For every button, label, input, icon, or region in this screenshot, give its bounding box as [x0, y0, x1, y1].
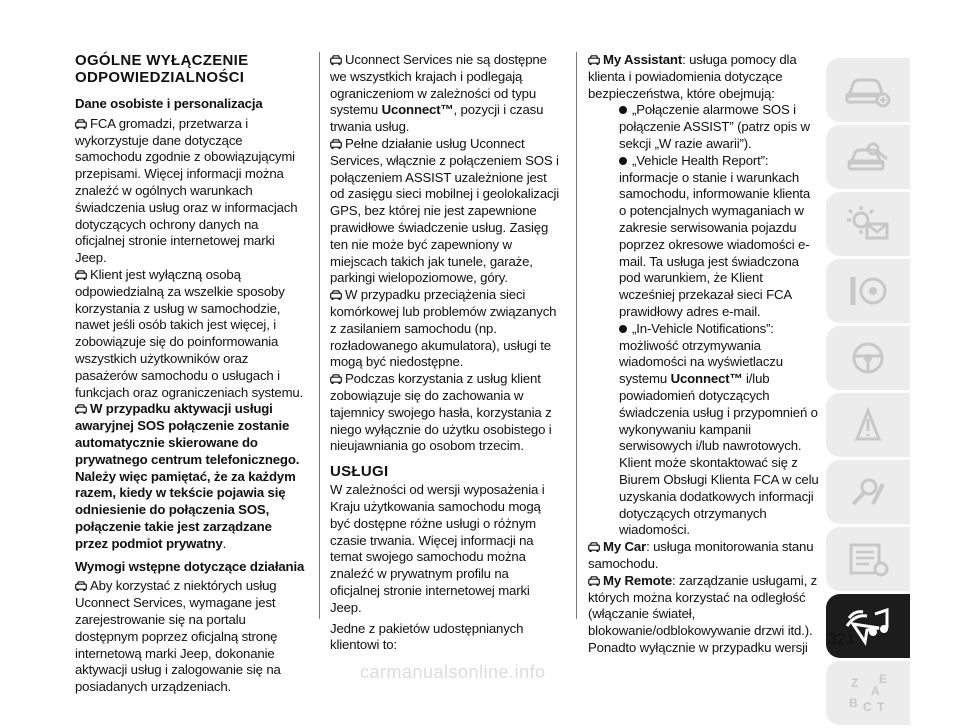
paragraph	[75, 578, 305, 696]
paragraph-text: Pełne działanie usług Uconnect Services, włącznie z połączeniem SOS i połączeniem ASSIST uzależnione jest od zasięgu sieci mobilnej i geolokalizacji GPS, bez której nie jest zapewnione prawidłowe świadczenie usług. Zasięg ten nie może być zapewniony w miejscach takich jak tunele, garaże, parkingi wielopoziomowe, góry.	[330, 135, 560, 286]
paragraph-bold-text: W przypadku aktywacji usługi awaryjnej SOS połączenie zostanie automatycznie skierowane do prywatnego centrum telefonicznego. Należy więc pamiętać, że za każdym razem, kiedy w tekście pojawia się odniesienie do połączenia SOS, połączenie takie jest zarządzane przez podmiot prywatny	[75, 401, 300, 551]
car-bullet-icon	[330, 139, 342, 149]
list-item	[588, 153, 820, 321]
car-bullet-icon	[75, 404, 87, 414]
tab-emergency[interactable]	[826, 393, 910, 457]
car-bullet-icon	[330, 290, 342, 300]
list-item-text: „Vehicle Health Report”: informacje o stanie i warunkach samochodu, informowanie klienta o potencjalnych wymaganiach w zakresie serwisowania pojazdu poprzez okresowe wiadomości e-mail. Ta usługa jest świadczona pod warunkiem, że Klient wcześniej przekazał sieci FCA prawidłowy adres e-mail.	[619, 152, 811, 319]
page-number: 321	[828, 631, 855, 648]
paragraph-text: , pozycji i czasu trwania usług.	[330, 102, 544, 135]
tab-safety[interactable]	[826, 259, 910, 323]
section-title-line-2: ODPOWIEDZIALNOŚCI	[75, 69, 245, 86]
car-bullet-icon	[330, 374, 342, 384]
list-item	[588, 321, 820, 455]
list-item-bold-text: Uconnect™	[670, 371, 743, 387]
section-title-line-1: OGÓLNE WYŁĄCZENIE	[75, 52, 249, 69]
paragraph	[330, 52, 562, 136]
bullet-dot-icon	[619, 106, 627, 114]
chapter-tabs	[826, 58, 910, 728]
paragraph-text: Klient jest wyłączną osobą odpowiedzialną za wszelkie sposoby korzystania z usług w samochodzie, nawet jeśli osób takich jest więcej, i zobowiązuje się do poinformowania wszystkich użytkowników oraz pasażerów samochodu o usługach i funkcjach oraz ograniczeniach systemu.	[75, 266, 304, 400]
tab-technical-data[interactable]	[826, 527, 910, 591]
paragraph	[75, 267, 305, 401]
svg-text:B: B	[849, 696, 858, 710]
car-bullet-icon	[75, 119, 87, 129]
paragraph-text: Aby korzystać z niektórych usług Uconnect Services, wymagane jest zarejestrowanie się na portalu dostępnym poprzez oficjalną stronę internetową marki Jeep, dokonanie aktywacji usług i zalogowanie się na posiadanych urządzeniach.	[75, 578, 281, 695]
car-bullet-icon	[588, 55, 600, 65]
car-bullet-icon	[75, 270, 87, 280]
bullet-dot-icon	[619, 157, 627, 165]
svg-text:T: T	[877, 700, 885, 714]
airbag-steering-icon	[843, 271, 893, 311]
paragraph-my-car	[588, 539, 820, 573]
paragraph-text: : usługa pomocy dla klienta i powiadomienia dotyczące bezpieczeństwa, które obejmują:	[588, 52, 797, 101]
paragraph: Jedne z pakietów udostępnianych klientowi to:	[330, 620, 524, 653]
car-bullet-icon	[588, 576, 600, 586]
paragraph-text: : zarządzanie usługami, z których można korzystać na odległość (włączanie świateł, blokowanie/odblokowywanie drzwi itd.). Ponadto wyłącznie w przypadku wersji	[588, 572, 818, 655]
service-name: My Assistant	[603, 52, 683, 67]
list-item-text: „Połączenie alarmowe SOS i połączenie ASSIST” (patrz opis w sekcji „W razie awarii”).	[619, 102, 810, 151]
service-name: My Remote	[603, 572, 672, 588]
paragraph-warning	[75, 401, 305, 552]
service-tools-icon	[843, 472, 893, 512]
subheading-requirements: Wymogi wstępne dotyczące działania	[75, 558, 305, 574]
subheading-personal-data: Dane osobiste i personalizacja	[75, 96, 263, 111]
paragraph-text: Podczas korzystania z usług klient zobowiązuje się do zachowania w tajemnicy swojego hasła, korzystania z niego wyłącznie do użytku osobistego i nieujawniania go osobom trzecim.	[330, 371, 552, 454]
paragraph-text: .	[222, 535, 227, 551]
tab-dashboard[interactable]	[826, 125, 910, 189]
list-item	[588, 102, 820, 152]
paragraph: W zależności od wersji wyposażenia i Kraju użytkowania samochodu mogą być dostępne różne usługi o różnym czasie trwania. Więcej informacji na temat swojego samochodu można znaleźć w prywatnym profilu na oficjalnej stronie internetowej marki Jeep.	[330, 482, 545, 615]
paragraph-bold-text: Uconnect™	[381, 102, 454, 118]
tab-index[interactable]	[826, 661, 910, 725]
car-outline-icon	[843, 70, 893, 110]
bullet-dot-icon	[619, 325, 627, 333]
column-2	[330, 52, 562, 654]
paragraph	[330, 287, 562, 371]
steering-wheel-icon	[843, 338, 893, 378]
light-envelope-icon	[843, 204, 893, 244]
car-bullet-icon	[588, 542, 600, 552]
paragraph	[75, 116, 305, 267]
tab-maintenance[interactable]	[826, 460, 910, 524]
alphabet-index-icon	[843, 671, 893, 715]
svg-text:C: C	[863, 700, 872, 714]
car-key-icon	[843, 137, 893, 177]
tab-warning-lights[interactable]	[826, 192, 910, 256]
watermark: carmanualsonline.info	[360, 662, 546, 682]
service-name: My Car	[603, 539, 647, 555]
car-bullet-icon	[330, 55, 342, 65]
tab-vehicle-overview[interactable]	[826, 58, 910, 122]
column-1	[75, 52, 305, 696]
column-divider	[576, 52, 577, 619]
paragraph-text: FCA gromadzi, przetwarza i wykorzystuje dane dotyczące samochodu zgodnie z obowiązującymi przepisami. Więcej informacji można znaleźć w ogólnych warunkach świadczenia usług oraz w informacjach dotyczących ochrony danych na oficjalnej stronie internetowej marki Jeep.	[75, 115, 298, 266]
section-title	[75, 52, 305, 86]
svg-text:Z: Z	[851, 676, 859, 690]
tab-starting-driving[interactable]	[826, 326, 910, 390]
list-item-text: i/lub powiadomień dotyczących świadczenia usług i przypomnień o wykonywaniu kampanii serwisowych i/lub nawrotowych.	[619, 371, 818, 454]
svg-text:A: A	[871, 684, 880, 698]
list-item-note: Klient może skontaktować się z Biurem Obsługi Klienta FCA w celu uzyskania dodatkowych informacji dotyczących otrzymanych wiadomości.	[619, 455, 819, 538]
list-item-text: „In-Vehicle Notifications”: możliwość otrzymywania wiadomości na wyświetlaczu systemu	[619, 320, 783, 387]
paragraph	[330, 136, 562, 287]
svg-text:E: E	[879, 672, 888, 686]
paragraph-text: W przypadku przeciążenia sieci komórkowej lub problemów związanych z zasilaniem samochodu (np. rozładowanego akumulatora), usługi te mogą być niedostępne.	[330, 287, 557, 370]
heading-services: USŁUGI	[330, 463, 389, 481]
column-3	[588, 52, 820, 657]
car-bullet-icon	[75, 581, 87, 591]
column-divider	[319, 52, 320, 619]
paragraph	[330, 371, 562, 455]
paragraph-my-remote	[588, 573, 820, 657]
paragraph-text: Uconnect Services nie są dostępne we wszystkich krajach i podlegają ograniczeniom w zależności od typu systemu	[330, 52, 547, 118]
paragraph-my-assistant	[588, 52, 820, 102]
warning-triangle-icon	[843, 405, 893, 445]
paragraph-text: : usługa monitorowania stanu samochodu.	[588, 539, 814, 571]
data-sheet-icon	[843, 539, 893, 579]
